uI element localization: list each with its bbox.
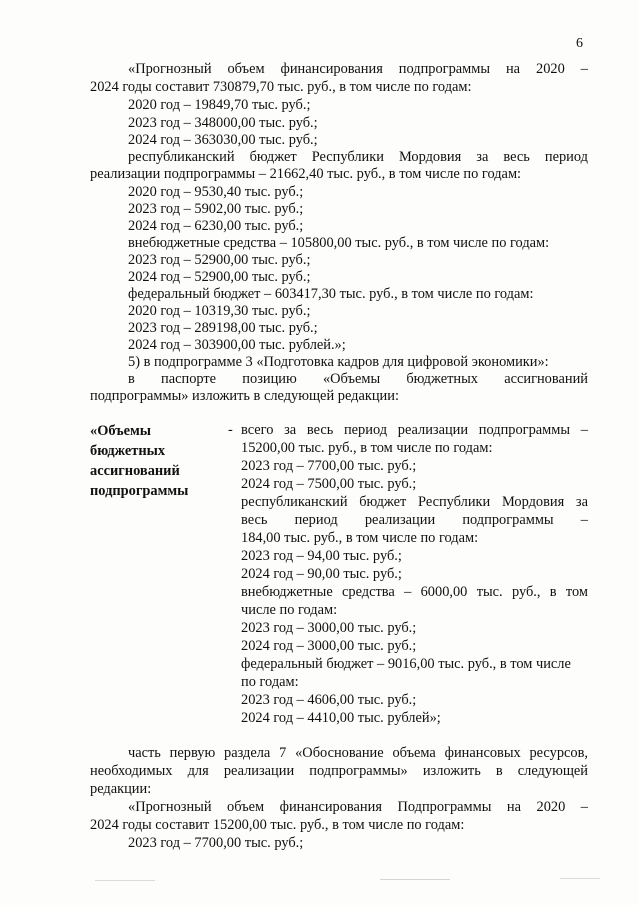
table-fed-line1: федеральный бюджет – 9016,00 тыс. руб., в том числе: [241, 656, 571, 672]
word: «Прогнозный: [128, 61, 212, 77]
word: финансирования: [280, 61, 383, 77]
word: Мордовия: [398, 149, 462, 165]
left-line: ассигнований: [90, 463, 180, 479]
word: тыс.: [476, 584, 503, 600]
scan-artifact: [560, 878, 600, 879]
passport-line1: [128, 370, 588, 388]
table-year-2023: 2023 год – 7700,00 тыс. руб.;: [241, 458, 417, 474]
para1-year-2023: 2023 год – 348000,00 тыс. руб.;: [128, 115, 318, 131]
section7-line2: [90, 762, 588, 780]
section7-line3: редакции:: [90, 781, 152, 797]
word: раздела: [224, 745, 271, 761]
table-fed-year-2024: 2024 год – 4410,00 тыс. рублей»;: [241, 710, 441, 726]
word: для: [187, 763, 209, 779]
word: республиканский: [241, 494, 348, 510]
word: том: [565, 584, 588, 600]
para1-year-2024: 2024 год – 363030,00 тыс. руб.;: [128, 132, 318, 148]
word: бюджетных: [406, 371, 478, 387]
word: бюджет: [249, 149, 297, 165]
word: позицию: [242, 371, 297, 387]
fed-budget-line: федеральный бюджет – 603417,30 тыс. руб., в том числе по годам:: [128, 286, 534, 302]
table-rep-year-2023: 2023 год – 94,00 тыс. руб.;: [241, 548, 402, 564]
word: 7: [279, 745, 287, 761]
word: 2020: [536, 799, 566, 815]
table-extra-line1: [241, 583, 588, 601]
word: –: [580, 422, 588, 438]
rep-year-2023: 2023 год – 5902,00 тыс. руб.;: [128, 201, 304, 217]
word: реализации: [397, 422, 469, 438]
word: объема: [392, 745, 436, 761]
word: часть: [128, 745, 161, 761]
word: период: [343, 422, 388, 438]
word: период: [544, 149, 588, 165]
word: руб.,: [511, 584, 541, 600]
para2-year-2023: 2023 год – 7700,00 тыс. руб.;: [128, 835, 304, 851]
word: в: [549, 584, 557, 600]
table-rep-line1: [241, 493, 588, 511]
extra-year-2024: 2024 год – 52900,00 тыс. руб.;: [128, 269, 311, 285]
para1-line2: 2024 годы составит 730879,70 тыс. руб., в том числе по годам:: [90, 79, 472, 95]
table-fed-line2: по годам:: [241, 674, 299, 690]
para2-line1: [128, 798, 588, 816]
word: объем: [227, 61, 265, 77]
word: внебюджетные: [241, 584, 333, 600]
word: –: [580, 61, 588, 77]
word: период: [294, 512, 338, 528]
word: в: [495, 763, 503, 779]
word: подпрограммы: [478, 422, 571, 438]
left-line: бюджетных: [90, 443, 166, 459]
word: следующей: [517, 763, 588, 779]
fed-year-2020: 2020 год – 10319,30 тыс. руб.;: [128, 303, 311, 319]
word: «Объемы: [322, 371, 381, 387]
rep-budget-line2: реализации подпрограммы – 21662,40 тыс. руб., в том числе по годам:: [90, 166, 522, 182]
left-line: «Объемы: [90, 423, 152, 439]
fed-year-2023: 2023 год – 289198,00 тыс. руб.;: [128, 320, 318, 336]
word: на: [505, 61, 521, 77]
word: бюджет: [359, 494, 407, 510]
word: необходимых: [90, 763, 173, 779]
word: реализации: [364, 512, 436, 528]
word: объем: [227, 799, 265, 815]
table-dash: -: [228, 422, 233, 438]
word: за: [575, 494, 588, 510]
table-rep-line3: 184,00 тыс. руб., в том числе по годам:: [241, 530, 479, 546]
fed-year-2024: 2024 год – 303900,00 тыс. рублей.»;: [128, 337, 346, 353]
table-rep-year-2024: 2024 год – 90,00 тыс. руб.;: [241, 566, 402, 582]
table-total-line2: 15200,00 тыс. руб., в том числе по годам:: [241, 440, 493, 456]
table-left-label: [90, 421, 188, 501]
word: изложить: [422, 763, 481, 779]
word: в: [128, 371, 135, 387]
word: –: [404, 584, 412, 600]
word: весь: [241, 512, 268, 528]
word: всего: [241, 422, 274, 438]
table-rep-line2: [241, 511, 588, 529]
word: за: [284, 422, 297, 438]
word: Республики: [311, 149, 384, 165]
table-extra-line2: числе по годам:: [241, 602, 338, 618]
word: реализации: [223, 763, 295, 779]
word: «Обоснование: [295, 745, 384, 761]
table-fed-year-2023: 2023 год – 4606,00 тыс. руб.;: [241, 692, 417, 708]
para1-year-2020: 2020 год – 19849,70 тыс. руб.;: [128, 97, 311, 113]
page-number: 6: [576, 36, 583, 51]
extra-budget-line: внебюджетные средства – 105800,00 тыс. руб., в том числе по годам:: [128, 235, 550, 251]
word: подпрограммы»: [309, 763, 408, 779]
word: ассигнований: [504, 371, 588, 387]
item-5: 5) в подпрограмме 3 «Подготовка кадров для цифровой экономики»:: [128, 354, 549, 370]
scan-artifact: [95, 880, 155, 881]
passport-line2: подпрограммы» изложить в следующей редакции:: [90, 388, 399, 404]
word: Республики: [418, 494, 491, 510]
table-total-line1: [241, 421, 588, 439]
word: ресурсов,: [529, 745, 588, 761]
word: первую: [169, 745, 216, 761]
word: средства: [342, 584, 395, 600]
scan-artifact: [380, 879, 450, 880]
extra-year-2023: 2023 год – 52900,00 тыс. руб.;: [128, 252, 311, 268]
table-extra-year-2024: 2024 год – 3000,00 тыс. руб.;: [241, 638, 417, 654]
para2-line2: 2024 годы составит 15200,00 тыс. руб., в том числе по годам:: [90, 817, 465, 833]
word: «Прогнозный: [128, 799, 212, 815]
word: Мордовия: [501, 494, 565, 510]
word: подпрограммы: [462, 512, 554, 528]
word: 2020: [536, 61, 565, 77]
word: –: [580, 512, 588, 528]
table-year-2024: 2024 год – 7500,00 тыс. руб.;: [241, 476, 417, 492]
word: финансовых: [444, 745, 521, 761]
left-line: подпрограммы: [90, 483, 189, 499]
rep-year-2024: 2024 год – 6230,00 тыс. руб.;: [128, 218, 304, 234]
para1-line1: [128, 60, 588, 78]
rep-budget-line1: [128, 148, 588, 166]
word: –: [580, 799, 588, 815]
table-extra-year-2023: 2023 год – 3000,00 тыс. руб.;: [241, 620, 417, 636]
word: Подпрограммы: [397, 799, 492, 815]
word: весь: [503, 149, 530, 165]
word: финансирования: [279, 799, 382, 815]
word: весь: [306, 422, 334, 438]
word: республиканский: [128, 149, 235, 165]
word: подпрограммы: [398, 61, 491, 77]
rep-year-2020: 2020 год – 9530,40 тыс. руб.;: [128, 184, 304, 200]
word: за: [476, 149, 489, 165]
section7-line1: [128, 744, 588, 762]
word: паспорте: [161, 371, 217, 387]
word: на: [506, 799, 522, 815]
word: 6000,00: [420, 584, 468, 600]
